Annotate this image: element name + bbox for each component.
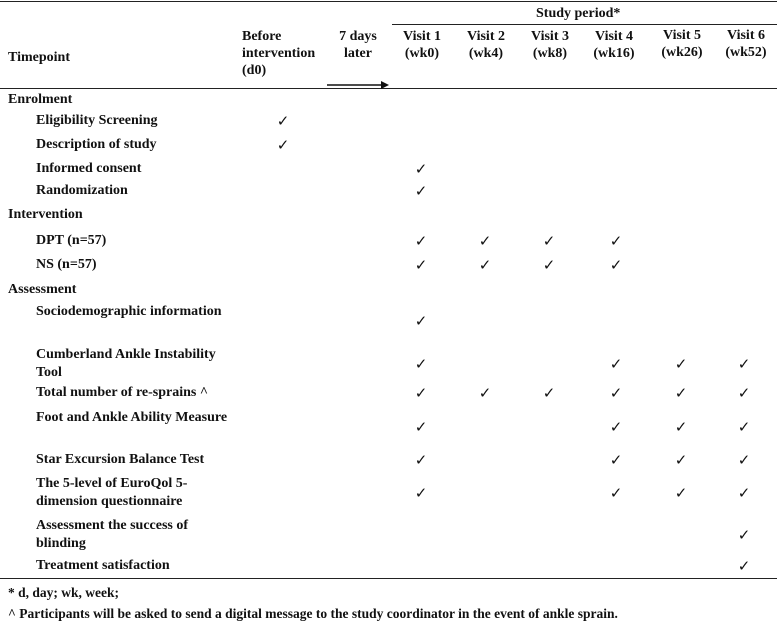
- row-label: The 5-level of EuroQol 5-dimension questionnaire: [36, 476, 188, 509]
- arrow-right-icon: [327, 80, 389, 90]
- section-title: Assessment: [8, 282, 77, 297]
- check-mark-icon: ✓: [542, 232, 556, 250]
- visit-header-1: Visit 1 (wk0): [403, 29, 441, 61]
- check-mark-icon: ✓: [414, 312, 428, 330]
- visit-header-5: Visit 5 (wk26): [661, 28, 703, 60]
- visit-header-3: Visit 3 (wk8): [531, 29, 569, 61]
- row-label: Total number of re-sprains ^: [36, 385, 209, 400]
- check-mark-icon: ✓: [414, 256, 428, 274]
- row-label: Star Excursion Balance Test: [36, 452, 205, 467]
- footnote-abbreviations: * d, day; wk, week;: [8, 585, 120, 600]
- row-label: Randomization: [36, 183, 128, 198]
- row-label: NS (n=57): [36, 257, 97, 272]
- check-mark-icon: ✓: [414, 355, 428, 373]
- check-mark-icon: ✓: [414, 182, 428, 200]
- check-mark-icon: ✓: [542, 256, 556, 274]
- check-mark-icon: ✓: [414, 232, 428, 250]
- before-intervention-header: Before intervention (d0): [242, 29, 316, 78]
- check-mark-icon: ✓: [609, 484, 623, 502]
- check-mark-icon: ✓: [609, 355, 623, 373]
- check-mark-icon: ✓: [414, 451, 428, 469]
- check-mark-icon: ✓: [414, 160, 428, 178]
- check-mark-icon: ✓: [737, 384, 751, 402]
- top-rule: [0, 1, 777, 2]
- study-period-rule: [392, 24, 777, 25]
- check-mark-icon: ✓: [414, 418, 428, 436]
- check-mark-icon: ✓: [276, 136, 290, 154]
- check-mark-icon: ✓: [737, 484, 751, 502]
- study-period-header: Study period*: [536, 6, 621, 21]
- row-label: Assessment the success of blinding: [36, 518, 189, 551]
- check-mark-icon: ✓: [737, 451, 751, 469]
- check-mark-icon: ✓: [674, 484, 688, 502]
- row-label: Treatment satisfaction: [36, 558, 170, 573]
- row-label: DPT (n=57): [36, 233, 107, 248]
- section-title: Intervention: [8, 207, 83, 222]
- visit-header-6: Visit 6 (wk52): [725, 28, 767, 60]
- check-mark-icon: ✓: [737, 557, 751, 575]
- check-mark-icon: ✓: [674, 355, 688, 373]
- check-mark-icon: ✓: [542, 384, 556, 402]
- visit-header-2: Visit 2 (wk4): [467, 29, 505, 61]
- check-mark-icon: ✓: [609, 451, 623, 469]
- section-title: Enrolment: [8, 92, 73, 107]
- check-mark-icon: ✓: [737, 418, 751, 436]
- row-label: Description of study: [36, 137, 157, 152]
- check-mark-icon: ✓: [609, 256, 623, 274]
- row-label: Informed consent: [36, 161, 142, 176]
- seven-days-later-header: 7 days later: [339, 29, 377, 61]
- check-mark-icon: ✓: [737, 355, 751, 373]
- check-mark-icon: ✓: [674, 451, 688, 469]
- check-mark-icon: ✓: [414, 484, 428, 502]
- check-mark-icon: ✓: [737, 526, 751, 544]
- row-label: Foot and Ankle Ability Measure: [36, 410, 228, 425]
- check-mark-icon: ✓: [609, 232, 623, 250]
- check-mark-icon: ✓: [609, 418, 623, 436]
- table-bottom-rule: [0, 578, 777, 579]
- check-mark-icon: ✓: [478, 384, 492, 402]
- check-mark-icon: ✓: [478, 256, 492, 274]
- check-mark-icon: ✓: [674, 418, 688, 436]
- row-label: Eligibility Screening: [36, 113, 158, 128]
- row-label: Cumberland Ankle Instability Tool: [36, 347, 216, 380]
- check-mark-icon: ✓: [478, 232, 492, 250]
- visit-header-4: Visit 4 (wk16): [593, 29, 635, 61]
- check-mark-icon: ✓: [609, 384, 623, 402]
- timepoint-header: Timepoint: [8, 50, 70, 65]
- check-mark-icon: ✓: [276, 112, 290, 130]
- footnote-sprain: ^ Participants will be asked to send a digital message to the study coordinator in the event of ankle sprain.: [8, 606, 618, 621]
- check-mark-icon: ✓: [414, 384, 428, 402]
- check-mark-icon: ✓: [674, 384, 688, 402]
- row-label: Sociodemographic information: [36, 304, 222, 319]
